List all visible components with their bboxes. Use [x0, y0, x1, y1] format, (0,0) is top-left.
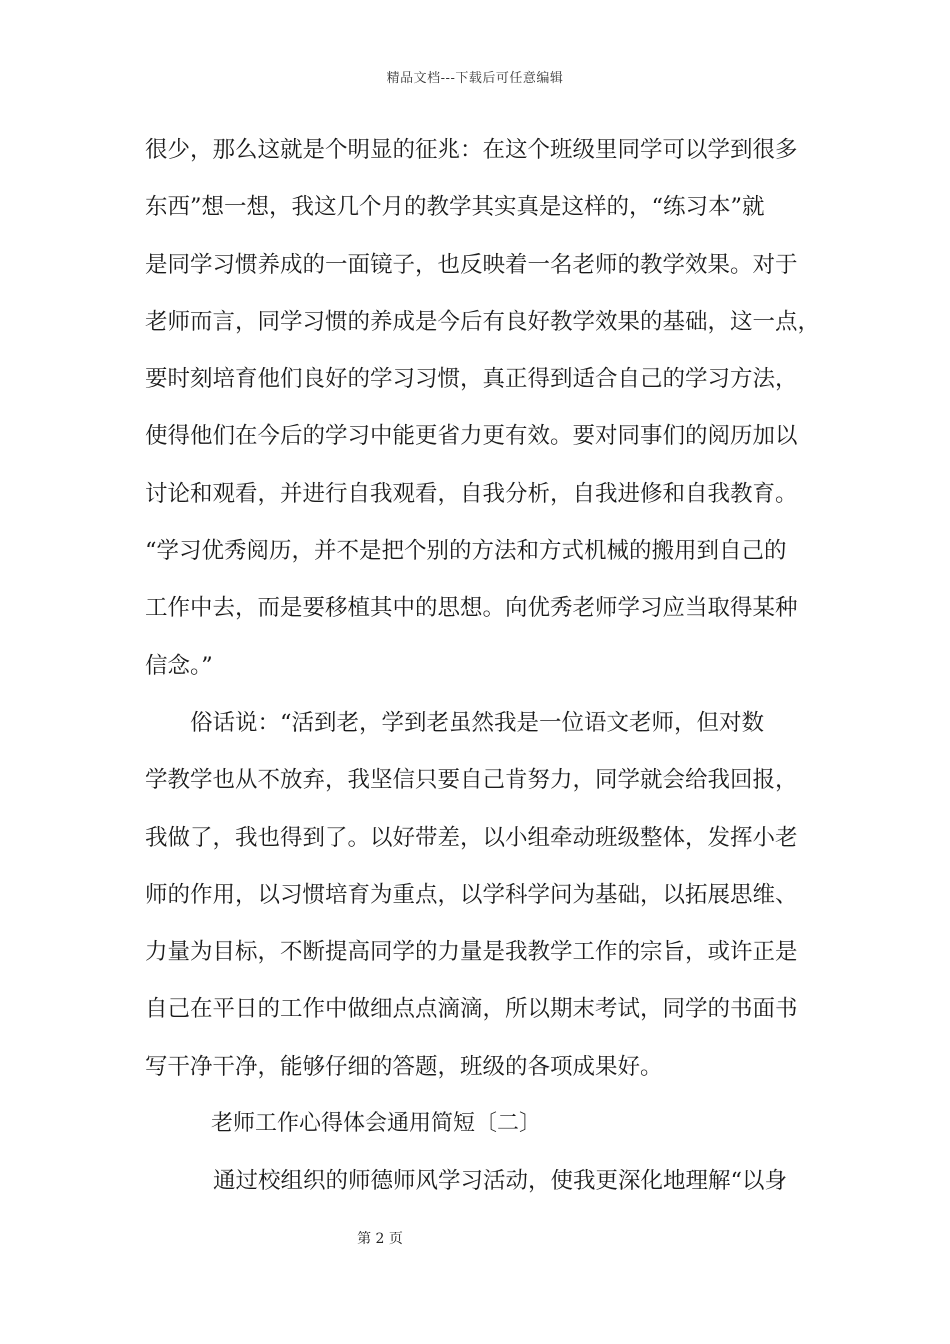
paragraph-line: 工作中去，而是要移植其中的思想。向优秀老师学习应当取得某种: [145, 595, 798, 622]
paragraph-line: 很少，那么这就是个明显的征兆：在这个班级里同学可以学到很多: [145, 137, 798, 163]
paragraph-2: [145, 695, 825, 1096]
paragraph-line: 写干净干净，能够仔细的答题，班级的各项成果好。: [145, 1053, 663, 1080]
paragraph-line: 我做了，我也得到了。以好带差，以小组牵动班级整体，发挥小老: [145, 824, 798, 851]
paragraph-line: 俗话说：“活到老，学到老虽然我是一位语文老师，但对数: [145, 710, 765, 736]
paragraph-line: 自己在平日的工作中做细点点滴滴，所以期末考试，同学的书面书: [145, 996, 798, 1023]
paragraph-line: 要时刻培育他们良好的学习习惯，真正得到适合自己的学习方法，: [145, 366, 798, 393]
paragraph-line: 东西”想一想，我这几个月的教学其实真是这样的，“练习本”就: [145, 194, 765, 221]
paragraph-line: “学习优秀阅历，并不是把个别的方法和方式机械的搬用到自己的: [145, 538, 787, 565]
page-number: 第 2 页: [357, 1231, 403, 1247]
paragraph-3-first-line: 通过校组织的师德师风学习活动，使我更深化地理解“以身: [213, 1168, 788, 1194]
page-header: 精品文档---下载后可任意编辑: [386, 71, 564, 86]
section-heading: 老师工作心得体会通用简短〔二〕: [211, 1111, 542, 1136]
paragraph-1: [145, 122, 825, 695]
paragraph-line: 力量为目标，不断提高同学的力量是我教学工作的宗旨，或许正是: [145, 939, 798, 966]
paragraph-line: 讨论和观看，并进行自我观看，自我分析，自我进修和自我教育。: [145, 480, 798, 507]
paragraph-line: 使得他们在今后的学习中能更省力更有效。要对同事们的阅历加以: [145, 423, 798, 450]
paragraph-line: 师的作用，以习惯培育为重点，以学科学问为基础，以拓展思维、: [145, 881, 798, 908]
paragraph-line: 是同学习惯养成的一面镜子，也反映着一名老师的教学效果。对于: [145, 251, 798, 278]
paragraph-line: 老师而言，同学习惯的养成是今后有良好教学效果的基础，这一点，: [145, 308, 821, 335]
paragraph-line: 信念。”: [145, 652, 213, 679]
paragraph-line: 学教学也从不放弃，我坚信只要自己肯努力，同学就会给我回报，: [145, 767, 798, 794]
